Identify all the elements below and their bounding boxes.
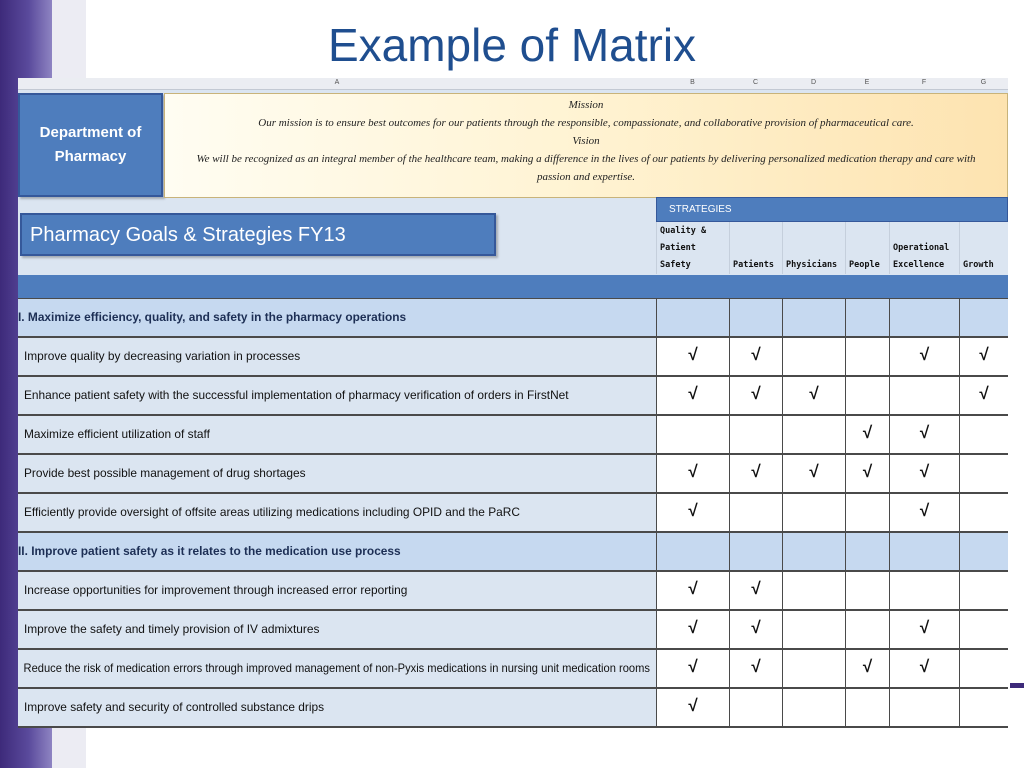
matrix-cell	[889, 572, 959, 609]
matrix-cell	[889, 611, 959, 648]
matrix-cell	[729, 611, 782, 648]
col-letter-b: B	[690, 79, 695, 86]
check-mark-icon: √	[688, 462, 698, 481]
matrix-cell	[656, 611, 729, 648]
check-mark-icon: √	[688, 345, 698, 364]
matrix-cell	[889, 338, 959, 375]
check-mark-icon: √	[688, 657, 698, 676]
check-mark-icon: √	[688, 579, 698, 598]
slide-accent-dash	[1010, 683, 1024, 688]
matrix-cell	[959, 533, 1008, 570]
mission-vision-box	[164, 93, 1008, 198]
matrix-cell	[959, 494, 1008, 531]
matrix-cell	[889, 299, 959, 336]
matrix-goal-row	[18, 611, 1008, 650]
matrix-cell	[889, 494, 959, 531]
matrix-goal-row	[18, 455, 1008, 494]
mission-heading: Mission	[568, 99, 604, 111]
matrix-goal-row	[18, 338, 1008, 377]
check-mark-icon: √	[919, 657, 930, 676]
matrix-cell	[959, 611, 1008, 648]
strategy-column-header	[845, 222, 889, 274]
matrix-cell	[656, 533, 729, 570]
matrix-cell	[845, 611, 889, 648]
matrix-section-row	[18, 533, 1008, 572]
check-mark-icon: √	[688, 696, 698, 715]
matrix-goal-row	[18, 377, 1008, 416]
check-mark-icon: √	[979, 384, 989, 403]
check-mark-icon: √	[751, 384, 761, 403]
check-mark-icon: √	[919, 423, 930, 442]
matrix-cell	[656, 572, 729, 609]
check-mark-icon: √	[688, 384, 698, 403]
matrix-cell	[729, 377, 782, 414]
matrix-cell	[656, 650, 729, 687]
matrix-cell	[656, 299, 729, 336]
strategy-column-header	[729, 222, 782, 274]
goal-label: Efficiently provide oversight of offsite areas utilizing medications including OPID and the PaRC	[23, 505, 520, 519]
strategy-column-header	[656, 222, 729, 274]
matrix-cell	[845, 455, 889, 492]
goal-label: Improve safety and security of controlled substance drips	[23, 700, 325, 714]
matrix-cell	[959, 689, 1008, 726]
slide-title: Example of Matrix	[327, 19, 697, 71]
goal-label: Improve the safety and timely provision of IV admixtures	[23, 622, 320, 636]
matrix-cell	[729, 689, 782, 726]
check-mark-icon: √	[688, 618, 698, 637]
department-label: Department of Pharmacy	[39, 124, 142, 165]
strategy-column-header-line: Growth	[963, 260, 994, 270]
matrix-cell	[782, 299, 845, 336]
col-letter-f: F	[921, 79, 927, 86]
check-mark-icon: √	[751, 618, 761, 637]
col-letter-c: C	[752, 79, 759, 86]
matrix-cell	[845, 533, 889, 570]
matrix-cell	[959, 455, 1008, 492]
matrix-cell	[845, 416, 889, 453]
matrix-cell	[782, 377, 845, 414]
matrix-cell	[845, 299, 889, 336]
matrix-cell	[782, 650, 845, 687]
matrix-cell	[889, 377, 959, 414]
section-label: II. Improve patient safety as it relates to the medication use process	[18, 544, 401, 558]
matrix-cell	[729, 299, 782, 336]
strategy-column-header-line: Patient	[660, 243, 696, 253]
check-mark-icon: √	[751, 462, 761, 481]
matrix-cell	[656, 494, 729, 531]
matrix-cell	[729, 416, 782, 453]
goal-label: Provide best possible management of drug shortages	[23, 466, 306, 480]
strategy-column-header-line: Physicians	[786, 260, 838, 270]
check-mark-icon: √	[809, 384, 819, 403]
matrix-goal-row	[18, 494, 1008, 533]
strategies-banner: STRATEGIES	[656, 197, 1008, 222]
matrix-cell	[782, 455, 845, 492]
matrix-cell	[729, 494, 782, 531]
matrix-cell	[729, 533, 782, 570]
matrix-cell	[656, 689, 729, 726]
matrix-cell	[782, 338, 845, 375]
strategy-column-header-line: Excellence	[893, 260, 945, 270]
strategy-column-header	[889, 222, 959, 274]
matrix-goal-row	[18, 689, 1008, 728]
matrix-cell	[782, 533, 845, 570]
column-letter-header	[18, 78, 1008, 90]
strategy-column-header-line: Patients	[733, 260, 774, 270]
goal-label: Increase opportunities for improvement through increased error reporting	[23, 583, 408, 597]
matrix-cell	[782, 416, 845, 453]
check-mark-icon: √	[862, 657, 873, 676]
check-mark-icon: √	[751, 579, 761, 598]
matrix-cell	[729, 650, 782, 687]
matrix-cell	[959, 416, 1008, 453]
matrix-cell	[845, 377, 889, 414]
col-letter-a: A	[334, 79, 340, 86]
check-mark-icon: √	[688, 501, 698, 520]
check-mark-icon: √	[862, 423, 873, 442]
check-mark-icon: √	[809, 462, 819, 481]
matrix-goal-row	[18, 572, 1008, 611]
strategy-column-header	[959, 222, 1008, 274]
check-mark-icon: √	[919, 501, 930, 520]
check-mark-icon: √	[919, 462, 930, 481]
matrix-cell	[845, 338, 889, 375]
matrix-cell	[782, 494, 845, 531]
mission-text: Our mission is to ensure best outcomes for our patients through the responsible, compassionate, and collaborative provision of pharmaceutical care.	[258, 117, 914, 129]
matrix-cell	[729, 455, 782, 492]
matrix-cell	[656, 455, 729, 492]
matrix-section-row	[18, 299, 1008, 338]
matrix-cell	[782, 689, 845, 726]
goals-banner: Pharmacy Goals & Strategies FY13	[20, 213, 496, 256]
matrix-cell	[959, 572, 1008, 609]
header-blue-band	[18, 275, 1008, 298]
section-label: I. Maximize efficiency, quality, and safety in the pharmacy operations	[18, 310, 407, 324]
matrix-cell	[889, 416, 959, 453]
check-mark-icon: √	[751, 345, 761, 364]
goal-label: Reduce the risk of medication errors through improved management of non-Pyxis medications in nursing unit medication rooms	[23, 661, 650, 675]
check-mark-icon: √	[919, 618, 930, 637]
strategy-column-header-line: Operational	[893, 243, 950, 253]
matrix-cell	[959, 377, 1008, 414]
matrix-cell	[959, 650, 1008, 687]
matrix-cell	[959, 338, 1008, 375]
matrix-cell	[729, 572, 782, 609]
check-mark-icon: √	[979, 345, 989, 364]
matrix-cell	[959, 299, 1008, 336]
check-mark-icon: √	[862, 462, 873, 481]
matrix-cell	[889, 689, 959, 726]
strategy-column-header-line: Safety	[660, 260, 691, 270]
goal-label: Enhance patient safety with the successful implementation of pharmacy verification of orders in FirstNet	[23, 388, 569, 402]
matrix-cell	[845, 689, 889, 726]
goal-label: Maximize efficient utilization of staff	[23, 427, 210, 441]
vision-text: We will be recognized as an integral member of the healthcare team, making a difference in the lives of our patients by delivering personalized medication therapy and care with passion and expertise.	[196, 153, 976, 183]
matrix-cell	[845, 572, 889, 609]
vision-heading: Vision	[572, 135, 600, 147]
matrix-cell	[889, 650, 959, 687]
strategy-column-header-line: Quality &	[660, 226, 707, 236]
matrix-cell	[845, 650, 889, 687]
col-letter-g: G	[980, 79, 987, 86]
matrix-cell	[656, 338, 729, 375]
matrix-cell	[889, 455, 959, 492]
check-mark-icon: √	[919, 345, 930, 364]
matrix-goal-row	[18, 416, 1008, 455]
department-box	[18, 93, 163, 197]
col-letter-e: E	[864, 79, 870, 86]
matrix-cell	[656, 416, 729, 453]
strategy-column-header	[782, 222, 845, 274]
col-letter-d: D	[810, 79, 817, 86]
matrix-cell	[782, 572, 845, 609]
goal-label: Improve quality by decreasing variation in processes	[23, 349, 301, 363]
strategy-column-header-line: People	[849, 260, 880, 270]
matrix-cell	[889, 533, 959, 570]
matrix-cell	[782, 611, 845, 648]
matrix-goal-row	[18, 650, 1008, 689]
matrix-cell	[656, 377, 729, 414]
matrix-cell	[845, 494, 889, 531]
check-mark-icon: √	[751, 657, 761, 676]
matrix-cell	[729, 338, 782, 375]
